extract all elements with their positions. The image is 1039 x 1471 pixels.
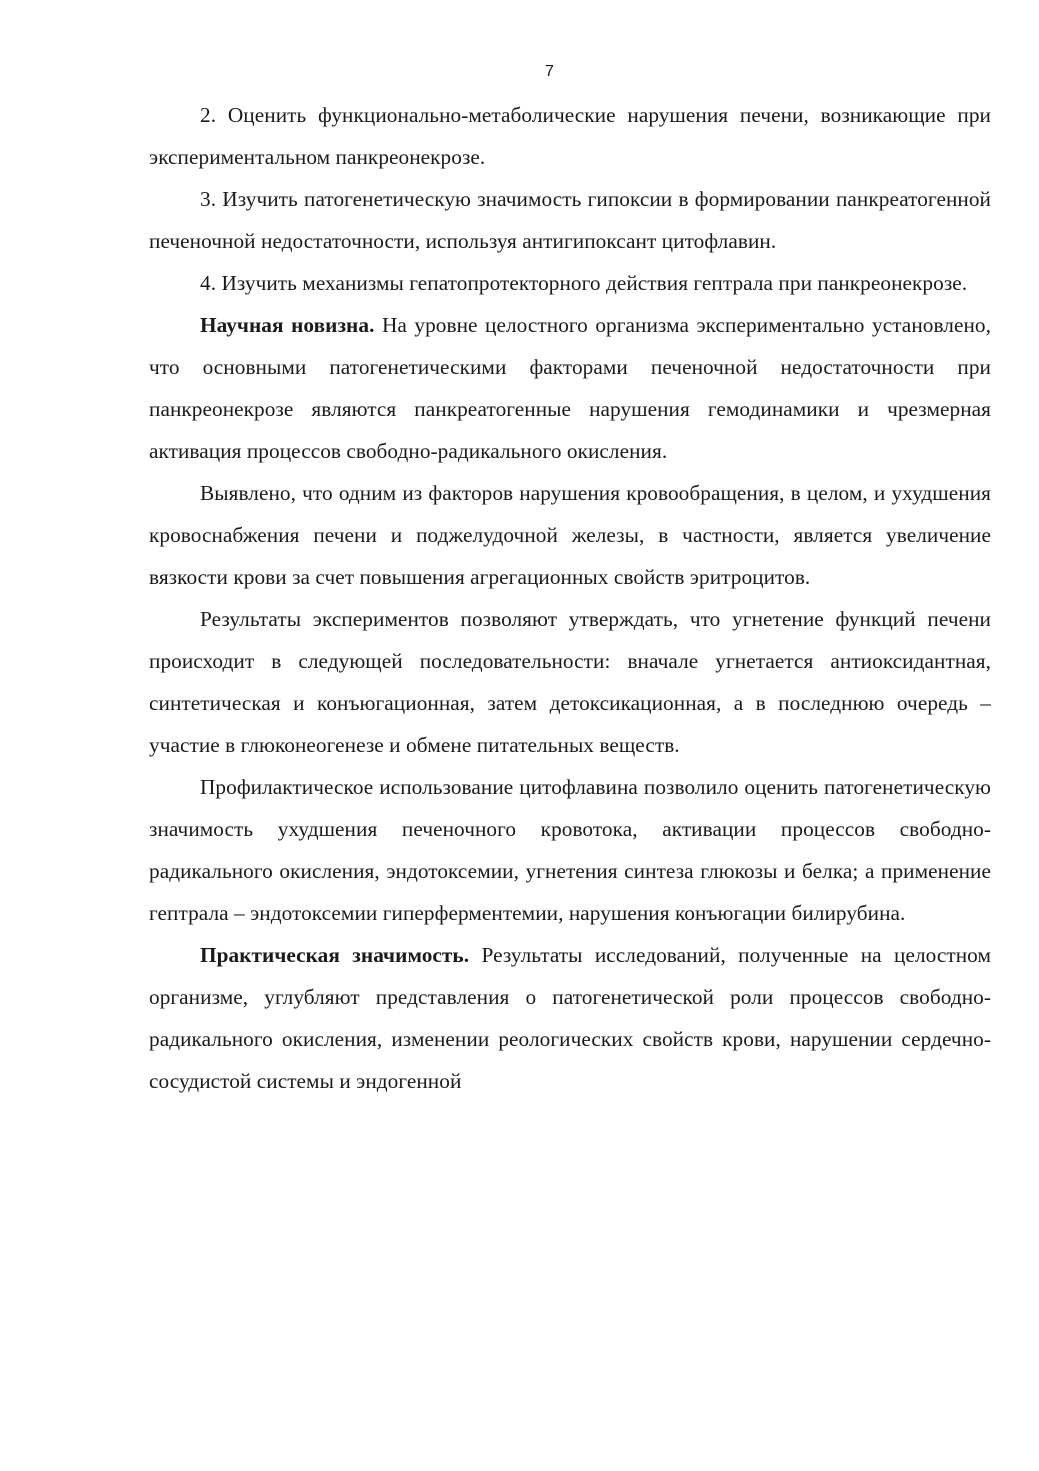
- paragraph-task-4: 4. Изучить механизмы гепатопротекторного действия гептрала при панкреонекрозе.: [200, 271, 968, 295]
- text-body: [149, 94, 991, 1102]
- paragraph-task-3: 3. Изучить патогенетическую значимость гипоксии в формировании панкреатогенной печеночной недостаточности, используя антигипоксант цитофлавин.: [149, 187, 991, 253]
- paragraph-practical: [149, 934, 991, 1102]
- paragraph-novelty: [149, 304, 991, 472]
- page-number: 7: [545, 63, 554, 80]
- practical-text: Результаты исследований, полученные на целостном организме, углубляют представления о патогенетической роли процессов свободно-радикального окисления, изменении реологических свойств крови, нарушении сердечно-сосудистой системы и эндогенной: [149, 943, 991, 1093]
- novelty-text: На уровне целостного организма экспериментально установлено, что основными патогенетическими факторами печеночной недостаточности при панкреонекрозе являются панкреатогенные нарушения гемодинамики и чрезмерная активация процессов свободно-радикального окисления.: [149, 313, 991, 463]
- practical-heading: Практическая значимость.: [200, 943, 470, 967]
- paragraph-finding-viscosity: Выявлено, что одним из факторов нарушения кровообращения, в целом, и ухудшения кровоснабжения печени и поджелудочной железы, в частности, является увеличение вязкости крови за счет повышения агрегационных свойств эритроцитов.: [149, 481, 991, 589]
- paragraph-task-2: 2. Оценить функционально-метаболические нарушения печени, возникающие при экспериментальном панкреонекрозе.: [149, 103, 991, 169]
- novelty-heading: Научная новизна.: [200, 313, 375, 337]
- paragraph-finding-cytoflavin: Профилактическое использование цитофлавина позволило оценить патогенетическую значимость ухудшения печеночного кровотока, активации процессов свободно-радикального окисления, эндотоксемии, угнетения синтеза глюкозы и белка; а применение гептрала – эндотоксемии гиперферментемии, нарушения конъюгации билирубина.: [149, 775, 991, 925]
- paragraph-finding-sequence: Результаты экспериментов позволяют утверждать, что угнетение функций печени происходит в следующей последовательности: вначале угнетается антиоксидантная, синтетическая и конъюгационная, затем детоксикационная, а в последнюю очередь – участие в глюконеогенезе и обмене питательных веществ.: [149, 607, 991, 757]
